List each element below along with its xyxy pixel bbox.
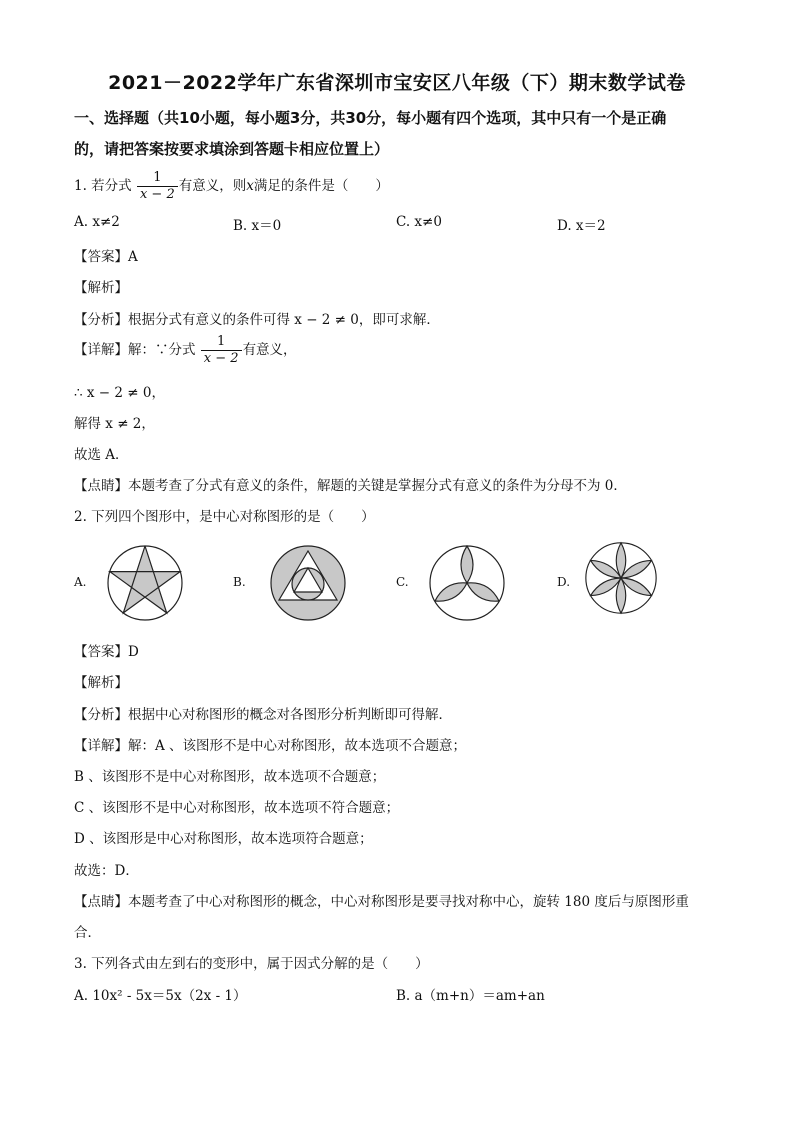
star-in-circle-icon xyxy=(105,543,185,623)
q3-option-b: B. a（m+n）＝am+an xyxy=(396,988,545,1004)
q2-detail-d: D 、该图形是中心对称图形，故本选项符合题意； xyxy=(74,831,373,847)
q1-stem-prefix: 1. 若分式 xyxy=(74,178,132,194)
q1-detail-fraction xyxy=(201,334,242,367)
page-title: 2021－2022学年广东省深圳市宝安区八年级（下）期末数学试卷 xyxy=(108,72,686,94)
q1-stem-suffix: 满足的条件是（ ） xyxy=(253,178,389,194)
q1-detail-prefix: 【详解】解：∵分式 xyxy=(74,342,196,358)
q1-detail xyxy=(74,334,297,367)
q1-option-d: D. x＝2 xyxy=(557,218,606,234)
q2-dianjing-line-1: 【点睛】本题考查了中心对称图形的概念，中心对称图形是要寻找对称中心，旋转 180 度后与原图形重 xyxy=(74,894,689,910)
q1-fenxi: 【分析】根据分式有意义的条件可得 x − 2 ≠ 0，即可求解． xyxy=(74,312,440,328)
q1-stem-middle: 有意义，则 xyxy=(178,178,247,194)
fraction-numerator: 1 xyxy=(137,170,178,187)
q2-fenxi: 【分析】根据中心对称图形的概念对各图形分析判断即可得解． xyxy=(74,707,452,723)
q1-step-2: 解得 x ≠ 2， xyxy=(74,416,155,432)
q2-analysis-heading: 【解析】 xyxy=(74,675,128,691)
section-heading-line-1: 一、选择题（共10小题，每小题3分，共30分，每小题有四个选项，其中只有一个是正确 xyxy=(74,109,667,127)
fraction-denominator: x − 2 xyxy=(139,187,175,202)
q2-answer: 【答案】D xyxy=(74,644,139,660)
q2-label-b: B. xyxy=(233,575,246,589)
q3-stem: 3. 下列各式由左到右的变形中，属于因式分解的是（ ） xyxy=(74,956,429,972)
q2-stem: 2. 下列四个图形中，是中心对称图形的是（ ） xyxy=(74,509,375,525)
section-heading-line-2: 的，请把答案按要求填涂到答题卡相应位置上） xyxy=(74,140,390,158)
q2-detail-c: C 、该图形不是中心对称图形，故本选项不符合题意； xyxy=(74,800,400,816)
q2-dianjing-line-2: 合． xyxy=(74,925,101,941)
q2-detail-b: B 、该图形不是中心对称图形，故本选项不合题意； xyxy=(74,769,386,785)
q1-fraction xyxy=(137,170,178,203)
q1-dianjing: 【点睛】本题考查了分式有意义的条件，解题的关键是掌握分式有意义的条件为分母不为 0． xyxy=(74,478,627,494)
q1-stem xyxy=(74,170,389,203)
q1-option-a: A. x≠2 xyxy=(74,214,120,230)
section-heading xyxy=(74,103,724,165)
q2-label-c: C. xyxy=(396,575,409,589)
q1-answer: 【答案】A xyxy=(74,249,138,265)
triangle-in-circle-icon xyxy=(268,543,348,623)
q1-option-b: B. x＝0 xyxy=(233,218,282,234)
fraction-denominator: x − 2 xyxy=(203,351,239,366)
q2-label-a: A. xyxy=(74,575,87,589)
q3-option-a: A. 10x² - 5x＝5x（2x - 1） xyxy=(74,988,247,1004)
q1-step-1: ∴ x − 2 ≠ 0， xyxy=(74,385,165,401)
q1-choose: 故选 A． xyxy=(74,447,129,463)
three-petal-circle-icon xyxy=(427,543,507,623)
q1-option-c: C. x≠0 xyxy=(396,214,442,230)
fraction-numerator: 1 xyxy=(201,334,242,351)
q2-choose: 故选：D． xyxy=(74,863,139,879)
q2-label-d: D. xyxy=(557,575,571,589)
six-petal-flower-icon xyxy=(583,540,659,616)
q1-detail-suffix: 有意义， xyxy=(242,342,297,358)
q1-analysis-heading: 【解析】 xyxy=(74,280,128,296)
q1-variable: x xyxy=(246,178,254,194)
q2-detail: 【详解】解：A 、该图形不是中心对称图形，故本选项不合题意； xyxy=(74,738,467,754)
